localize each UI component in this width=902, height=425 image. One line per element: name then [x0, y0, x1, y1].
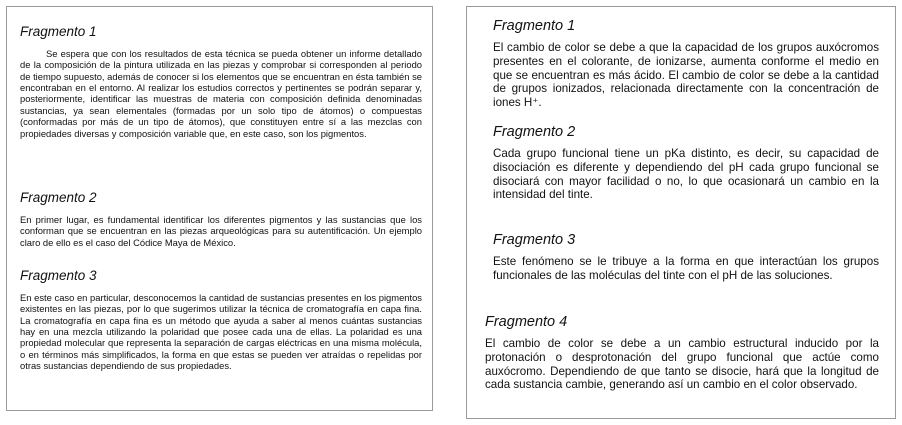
left-fragment-2-title: Fragmento 2 [20, 190, 97, 205]
left-fragments-panel [6, 6, 433, 411]
right-fragment-2-title: Fragmento 2 [493, 124, 576, 140]
left-fragment-1 [20, 25, 422, 139]
right-fragment-1 [493, 19, 879, 110]
right-fragment-4 [485, 315, 879, 392]
right-fragment-1-title: Fragmento 1 [493, 18, 576, 34]
right-fragment-3 [493, 233, 879, 283]
right-fragment-2 [493, 125, 879, 202]
right-fragment-2-text: Cada grupo funcional tiene un pKa distinto, es decir, su capacidad de disociación es diferente y dependiendo del pH cada grupo funcional se disociará con mayor facilidad o no, lo que ocasionará un cambio en la intensidad del tinte. [493, 146, 879, 202]
right-fragment-4-title: Fragmento 4 [485, 314, 568, 330]
right-fragment-3-title: Fragmento 3 [493, 232, 576, 248]
left-fragment-3-text: En este caso en particular, desconocemos la cantidad de sustancias presentes en los pigmentos existentes en las piezas, por lo que sugerimos utilizar la técnica de cromatografía en capa fina. La cromatografía en capa fina es un método que ayuda a saber al menos cuántas sustancias hay en una mezcla utilizando la polaridad que posee cada una de ellas. La polaridad es una propiedad molecular que representa la separación de cargas eléctricas en una misma molécula, o en términos más simplificados, la forma en que estas se pueden ver atraídas o repelidas por otras sustancias dependiendo de sus propiedades. [20, 291, 422, 372]
left-fragment-3-title: Fragmento 3 [20, 268, 97, 283]
left-fragment-1-title: Fragmento 1 [20, 24, 97, 39]
left-fragment-1-text: Se espera que con los resultados de esta técnica se pueda obtener un informe detallado de la composición de la pintura utilizada en las piezas y comprobar si corresponden al periodo de tiempo supuesto, además de conocer si los elementos que se encuentran en ésta también se encontraban en el entorno. Al realizar los estudios correctos y pertinentes se podrán separar y, posteriormente, identificar las muestras de materia con composición definida denominadas sustancias, ya sean elementales (formadas por un solo tipo de átomos) o compuestas (conformadas por más de un tipo de átomos), que constituyen entre sí a las mezclas con propiedades diversas y composición variable que, en este caso, son los pigmentos. [20, 47, 422, 139]
left-fragment-3 [20, 269, 422, 372]
left-fragment-2-text: En primer lugar, es fundamental identificar los diferentes pigmentos y las sustancias que los conforman que se encuentran en las piezas arqueológicas para su autentificación. Un ejemplo claro de ello es el caso del Códice Maya de México. [20, 213, 422, 248]
right-fragment-4-text: El cambio de color se debe a un cambio estructural inducido por la protonación o desprotonación del grupo funcional que actúe como auxócromo. Dependiendo de que tanto se disocie, hará que la longitud de cada sustancia cambie, generando así un cambio en el color observado. [485, 336, 879, 392]
right-fragments-panel [466, 6, 896, 419]
left-fragment-2 [20, 191, 422, 248]
right-fragment-3-text: Este fenómeno se le tribuye a la forma en que interactúan los grupos funcionales de las moléculas del tinte con el pH de las soluciones. [493, 254, 879, 282]
right-fragment-1-text: El cambio de color se debe a que la capacidad de los grupos auxócromos presentes en el colorante, de ionizarse, aumenta conforme el medio en que se encuentran es más ácido. El cambio de color se debe a la cantidad de grupos ionizados, relacionada directamente con la concentración de iones H⁺. [493, 40, 879, 110]
